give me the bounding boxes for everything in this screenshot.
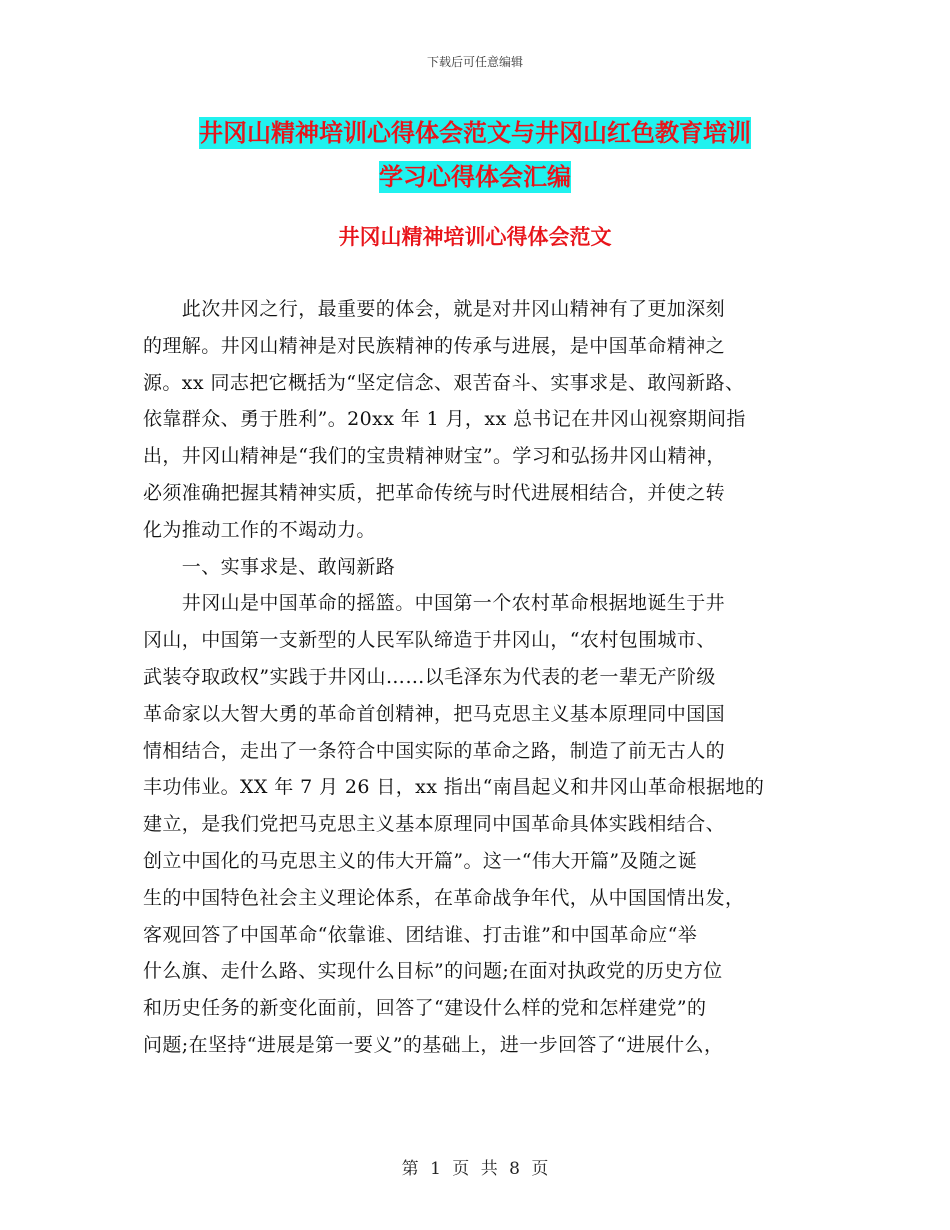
page-number-footer: 第 1 页 共 8 页 [401,1159,549,1179]
body-line: 必须准确把握其精神实质，把革命传统与时代进展相结合，并使之转 [143,481,726,504]
body-line: 此次井冈之行，最重要的体会，就是对井冈山精神有了更加深刻 [143,298,726,320]
body-line: 依靠群众、勇于胜利”。20xx 年 1 月，xx 总书记在井冈山视察期间指 [143,408,746,431]
header-note: 下载后可任意编辑 [426,55,523,69]
document-title [0,111,950,199]
body-line: 客观回答了中国革命“依靠谁、团结谁、打击谁”和中国革命应“举 [143,923,698,946]
body-line: 武装夺取政权”实践于井冈山……以毛泽东为代表的老一辈无产阶级 [143,665,716,688]
body-heading: 一、实事求是、敢闯新路 [143,555,396,578]
title-line-1: 井冈山精神培训心得体会范文与井冈山红色教育培训 [199,119,751,147]
body-text [143,291,813,1064]
body-line: 革命家以大智大勇的革命首创精神，把马克思主义基本原理同中国国 [143,702,726,725]
title-line-2: 学习心得体会汇编 [379,163,571,191]
body-line: 出，井冈山精神是“我们的宝贵精神财宝”。学习和弘扬井冈山精神， [143,445,726,468]
body-line: 丰功伟业。XX 年 7 月 26 日，xx 指出“南昌起义和井冈山革命根据地的 [143,776,765,799]
body-line: 化为推动工作的不竭动力。 [143,518,376,541]
body-line: 情相结合，走出了一条符合中国实际的革命之路，制造了前无古人的 [143,739,726,762]
body-line: 什么旗、走什么路、实现什么目标”的问题;在面对执政党的历史方位 [143,960,723,983]
body-line: 源。xx 同志把它概括为“坚定信念、艰苦奋斗、实事求是、敢闯新路、 [143,371,745,394]
body-line: 生的中国特色社会主义理论体系，在革命战争年代，从中国国情出发， [143,886,745,909]
body-line: 问题;在坚持“进展是第一要义”的基础上，进一步回答了“进展什么， [143,1033,724,1056]
body-line: 建立，是我们党把马克思主义基本原理同中国革命具体实践相结合、 [143,813,726,836]
body-line: 和历史任务的新变化面前，回答了“建设什么样的党和怎样建党”的 [143,997,707,1020]
body-line: 井冈山是中国革命的摇篮。中国第一个农村革命根据地诞生于井 [143,592,726,615]
section-title: 井冈山精神培训心得体会范文 [338,225,612,249]
body-line: 的理解。井冈山精神是对民族精神的传承与进展，是中国革命精神之 [143,334,726,357]
body-line: 创立中国化的马克思主义的伟大开篇”。这一“伟大开篇”及随之诞 [143,849,698,872]
body-line: 冈山，中国第一支新型的人民军队缔造于井冈山，“农村包围城市、 [143,629,716,652]
